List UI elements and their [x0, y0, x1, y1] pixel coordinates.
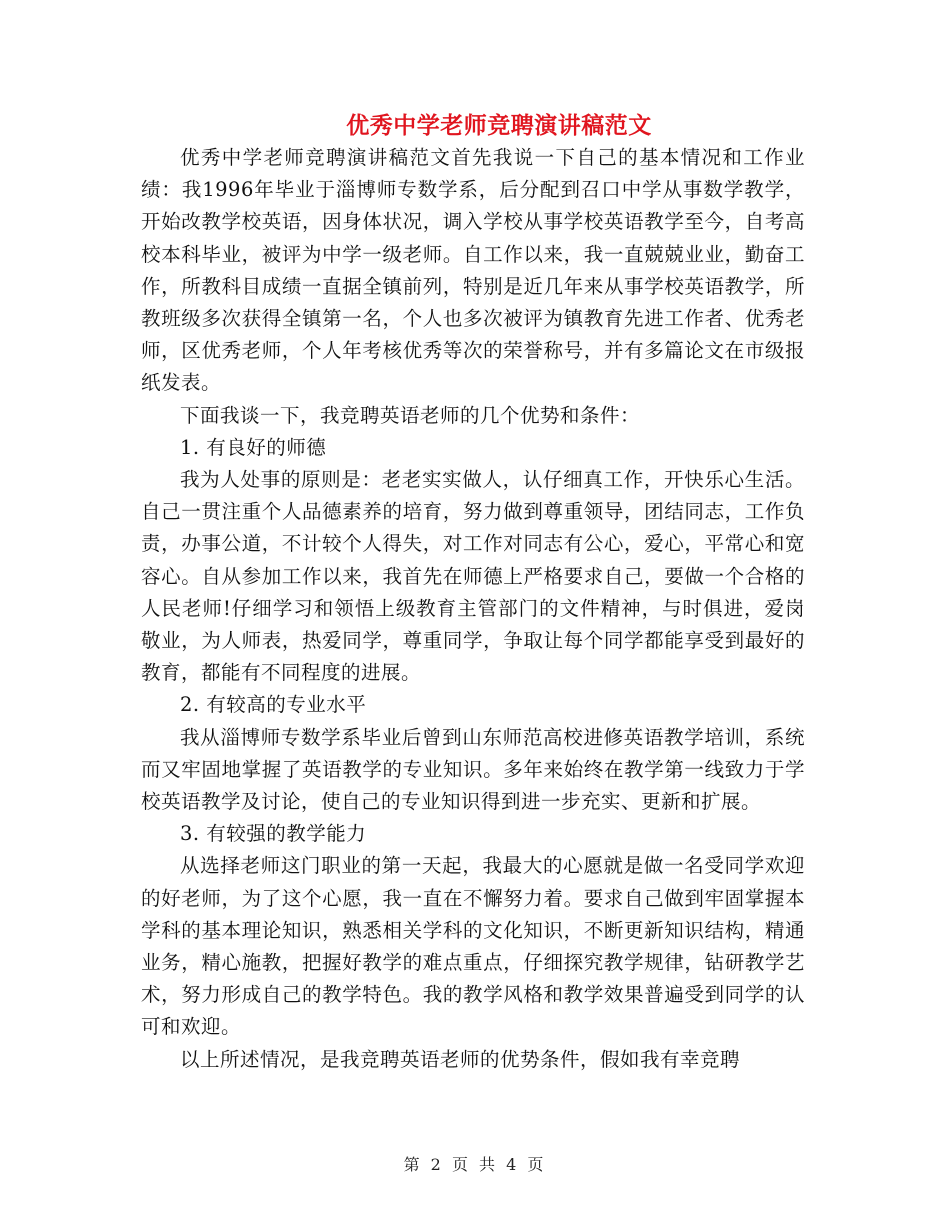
document-title: 优秀中学老师竞聘演讲稿范文	[346, 112, 652, 139]
paragraph-professional: 我从淄博师专数学系毕业后曾到山东师范高校进修英语教学培训，系统而又牢固地掌握了英语教学的专业知识。多年来始终在教学第一线致力于学校英语教学及讨论，使自己的专业知识得到进一步充实、更新和扩展。	[141, 725, 805, 814]
section-heading-professional: 2. 有较高的专业水平	[180, 693, 367, 717]
paragraph-conclusion: 以上所述情况，是我竞聘英语老师的优势条件，假如我有幸竞聘	[180, 1047, 741, 1071]
paragraph-teaching: 从选择老师这门职业的第一天起，我最大的心愿就是做一名受同学欢迎的好老师，为了这个心愿，我一直在不懈努力着。要求自己做到牢固掌握本学科的基本理论知识，熟悉相关学科的文化知识，不断更新知识结构，精通业务，精心施教，把握好教学的难点重点，仔细探究教学规律，钻研教学艺术，努力形成自己的教学特色。我的教学风格和教学效果普遍受到同学的认可和欢迎。	[141, 854, 805, 1039]
paragraph-advantages-intro: 下面我谈一下，我竞聘英语老师的几个优势和条件：	[180, 403, 641, 427]
document-body	[141, 142, 805, 1076]
section-heading-teaching: 3. 有较强的教学能力	[180, 822, 367, 846]
paragraph-intro: 优秀中学老师竞聘演讲稿范文首先我说一下自己的基本情况和工作业绩：我1996年毕业于淄博师专数学系，后分配到召口中学从事数学教学，开始改教学校英语，因身体状况，调入学校从事学校英语教学至今，自考高校本科毕业，被评为中学一级老师。自工作以来，我一直兢兢业业，勤奋工作，所教科目成绩一直据全镇前列，特别是近几年来从事学校英语教学，所教班级多次获得全镇第一名，个人也多次被评为镇教育先进工作者、优秀老师，区优秀老师，个人年考核优秀等次的荣誉称号，并有多篇论文在市级报纸发表。	[141, 146, 805, 395]
section-heading-ethics: 1. 有良好的师德	[180, 435, 327, 459]
paragraph-ethics: 我为人处事的原则是：老老实实做人，认仔细真工作，开快乐心生活。自己一贯注重个人品德素养的培育，努力做到尊重领导，团结同志，工作负责，办事公道，不计较个人得失，对工作对同志有公心，爱心，平常心和宽容心。自从参加工作以来，我首先在师德上严格要求自己，要做一个合格的人民老师!仔细学习和领悟上级教育主管部门的文件精神，与时俱进，爱岗敬业，为人师表，热爱同学，尊重同学，争取让每个同学都能享受到最好的教育，都能有不同程度的进展。	[141, 468, 805, 685]
page-number-footer: 第 2 页 共 4 页	[403, 1155, 547, 1174]
